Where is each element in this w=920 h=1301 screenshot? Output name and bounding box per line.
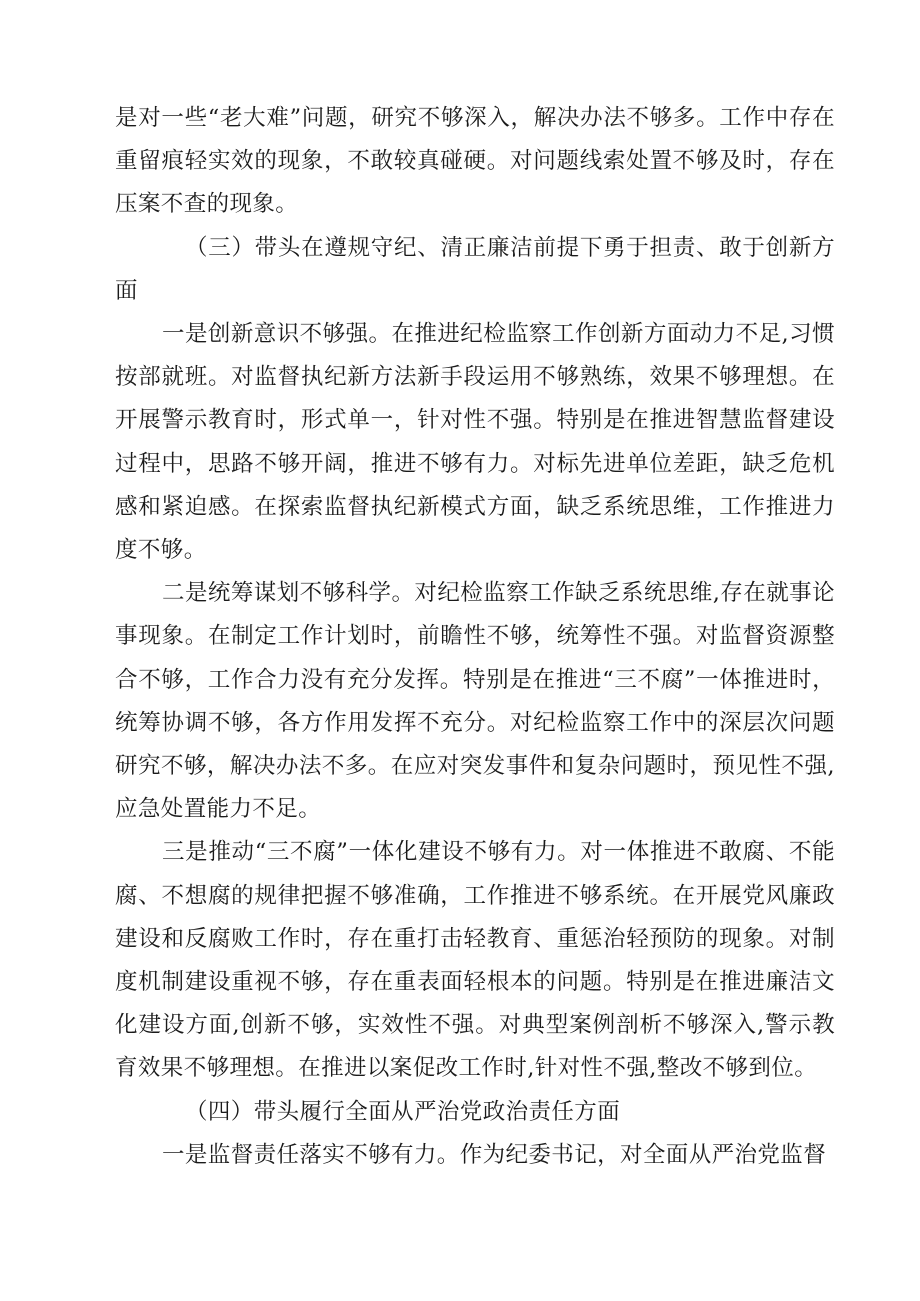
paragraph-planning: 二是统筹谋划不够科学。对纪检监察工作缺乏系统思维,存在就事论事现象。在制定工作计划时，前瞻性不够，统筹性不强。对监督资源整合不够，工作合力没有充分发挥。特别是在推进“三不腐”一体推进时，统筹协调不够，各方作用发挥不充分。对纪检监察工作中的深层次问题研究不够，解决办法不多。在应对突发事件和复杂问题时，预见性不强,应急处置能力不足。 [115, 580, 835, 823]
paragraph-innovation: 一是创新意识不够强。在推进纪检监察工作创新方面动力不足,习惯按部就班。对监督执纪新方法新手段运用不够熟练，效果不够理想。在开展警示教育时，形式单一，针对性不强。特别是在推进智慧监督建设过程中，思路不够开阔，推进不够有力。对标先进单位差距，缺乏危机感和紧迫感。在探索监督执纪新模式方面，缺乏系统思维，工作推进力度不够。 [115, 321, 835, 564]
section-heading-4: （四）带头履行全面从严治党政治责任方面 [185, 1098, 621, 1125]
paragraph-continuation: 是对一些“老大难”问题，研究不够深入，解决办法不够多。工作中存在重留痕轻实效的现象，不敢较真碰硬。对问题线索处置不够及时，存在压案不查的现象。 [115, 105, 835, 218]
section-heading-3: （三）带头在遵规守纪、清正廉洁前提下勇于担责、敢于创新方面 [115, 234, 835, 304]
document-page [115, 97, 835, 1177]
paragraph-supervision-duty: 一是监督责任落实不够有力。作为纪委书记，对全面从严治党监督 [162, 1141, 827, 1168]
paragraph-three-no-corruption: 三是推动“三不腐”一体化建设不够有力。对一体推进不敢腐、不能腐、不想腐的规律把握不够准确，工作推进不够系统。在开展党风廉政建设和反腐败工作时，存在重打击轻教育、重惩治轻预防的现象。对制度机制建设重视不够，存在重表面轻根本的问题。特别是在推进廉洁文化建设方面,创新不够，实效性不强。对典型案例剖析不够深入,警示教育效果不够理想。在推进以案促改工作时,针对性不强,整改不够到位。 [115, 839, 835, 1082]
